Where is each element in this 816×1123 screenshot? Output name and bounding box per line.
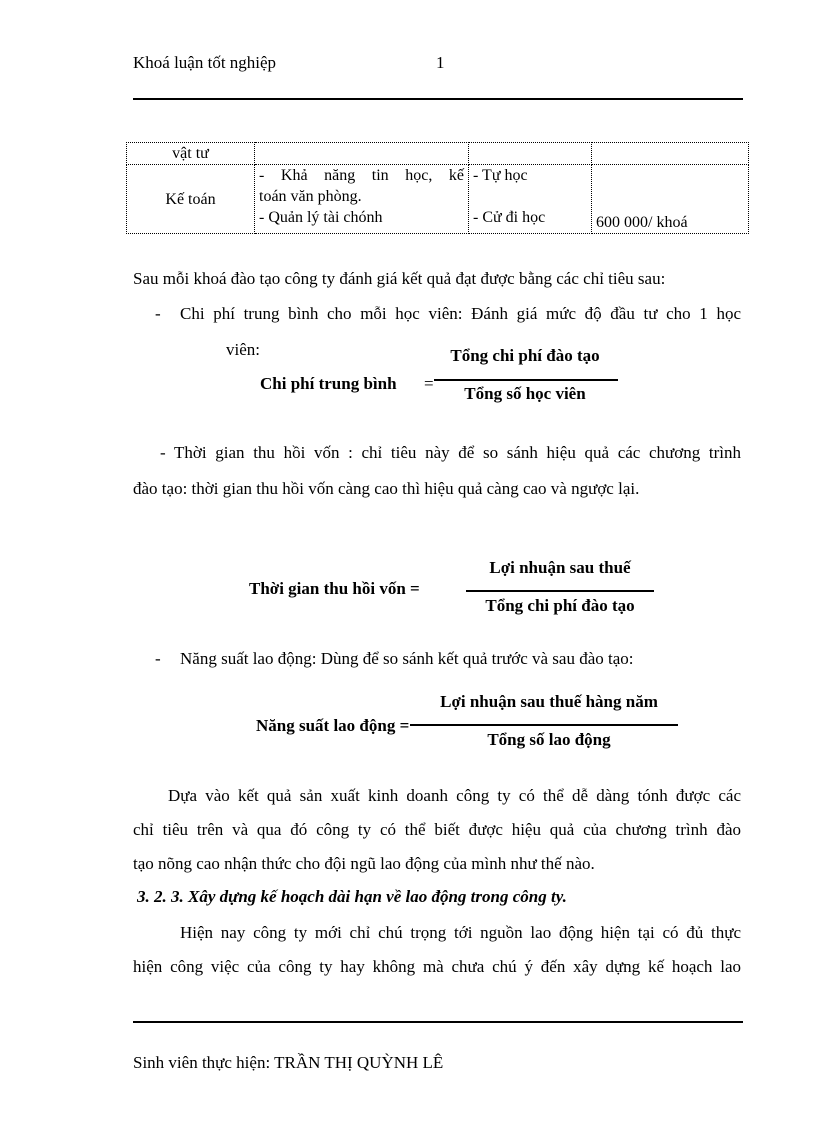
cell-line: - Cử đi học xyxy=(473,209,546,226)
formula2-numerator: Lợi nhuận sau thuế xyxy=(489,558,631,577)
fraction-bar xyxy=(410,724,678,726)
bullet-dash: - xyxy=(155,649,161,668)
formula1-numerator: Tổng chi phí đào tạo xyxy=(450,346,600,365)
duavao-line3: tạo nõng cao nhận thức cho đội ngũ lao động của mình như thế nào. xyxy=(133,854,595,873)
bullet2-text: Năng suất lao động: Dùng để so sánh kết quả trước và sau đào tạo: xyxy=(180,649,634,668)
duavao-line1: Dựa vào kết quả sản xuất kinh doanh công ty có thể dễ dàng tónh được các xyxy=(168,786,741,805)
hiennay-line1: Hiện nay công ty mới chỉ chú trọng tới nguồn lao động hiện tại có đủ thực xyxy=(180,923,741,942)
formula3-label: Năng suất lao động = xyxy=(256,716,410,735)
fraction-bar xyxy=(434,379,618,381)
formula1-label: Chi phí trung bình xyxy=(260,374,397,393)
hiennay-line2: hiện công việc của công ty hay không mà chưa chú ý đến xây dựng kế hoạch lao xyxy=(133,957,741,976)
cell-line: - Khả năng tin học, kế xyxy=(259,167,464,184)
formula2-denominator: Tổng chi phí đào tạo xyxy=(485,596,635,615)
table-cell: vật tư xyxy=(127,143,255,165)
formula2-label: Thời gian thu hồi vốn = xyxy=(249,579,420,598)
table-cell: Kế toán xyxy=(127,165,255,234)
formula1-denominator: Tổng số học viên xyxy=(464,384,586,403)
section-heading: 3. 2. 3. Xây dựng kế hoạch dài hạn về lao động trong công ty. xyxy=(137,887,567,906)
fraction-bar xyxy=(466,590,654,592)
formula3-denominator: Tổng số lao động xyxy=(487,730,611,749)
duavao-line2: chỉ tiêu trên và qua đó công ty có thể biết được hiệu quả của chương trình đào xyxy=(133,820,741,839)
cell-line: toán văn phòng. xyxy=(259,188,362,205)
table-cell xyxy=(255,143,469,165)
formula1-equals: = xyxy=(424,374,434,393)
formula3-numerator: Lợi nhuận sau thuế hàng năm xyxy=(440,692,658,711)
table-cell xyxy=(255,165,469,234)
bullet-dash: - xyxy=(155,304,161,323)
intro-text: Sau mỗi khoá đào tạo công ty đánh giá kết quả đạt được bằng các chỉ tiêu sau: xyxy=(133,269,666,288)
table-cell xyxy=(469,143,592,165)
footer-rule xyxy=(133,1021,743,1023)
table-cell: 600 000/ khoá xyxy=(592,165,749,234)
cell-line: - Tự học xyxy=(473,167,528,184)
cell-line: - Quản lý tài chónh xyxy=(259,209,383,226)
header-rule xyxy=(133,98,743,100)
table-row xyxy=(127,143,749,165)
page-number: 1 xyxy=(436,53,445,72)
table-cell xyxy=(592,143,749,165)
header-title: Khoá luận tốt nghiệp xyxy=(133,53,277,72)
thoigian-line2: đào tạo: thời gian thu hồi vốn càng cao thì hiệu quả càng cao và ngược lại. xyxy=(133,479,640,498)
training-table xyxy=(126,142,749,234)
table-cell xyxy=(469,165,592,234)
table-row xyxy=(127,165,749,234)
bullet1-line1: Chi phí trung bình cho mỗi học viên: Đánh giá mức độ đầu tư cho 1 học xyxy=(180,304,741,323)
footer-text: Sinh viên thực hiện: TRẦN THỊ QUỲNH LÊ xyxy=(133,1053,444,1072)
thoigian-line1: - Thời gian thu hồi vốn : chỉ tiêu này để so sánh hiệu quả các chương trình xyxy=(160,443,741,462)
bullet1-line2: viên: xyxy=(226,340,260,359)
